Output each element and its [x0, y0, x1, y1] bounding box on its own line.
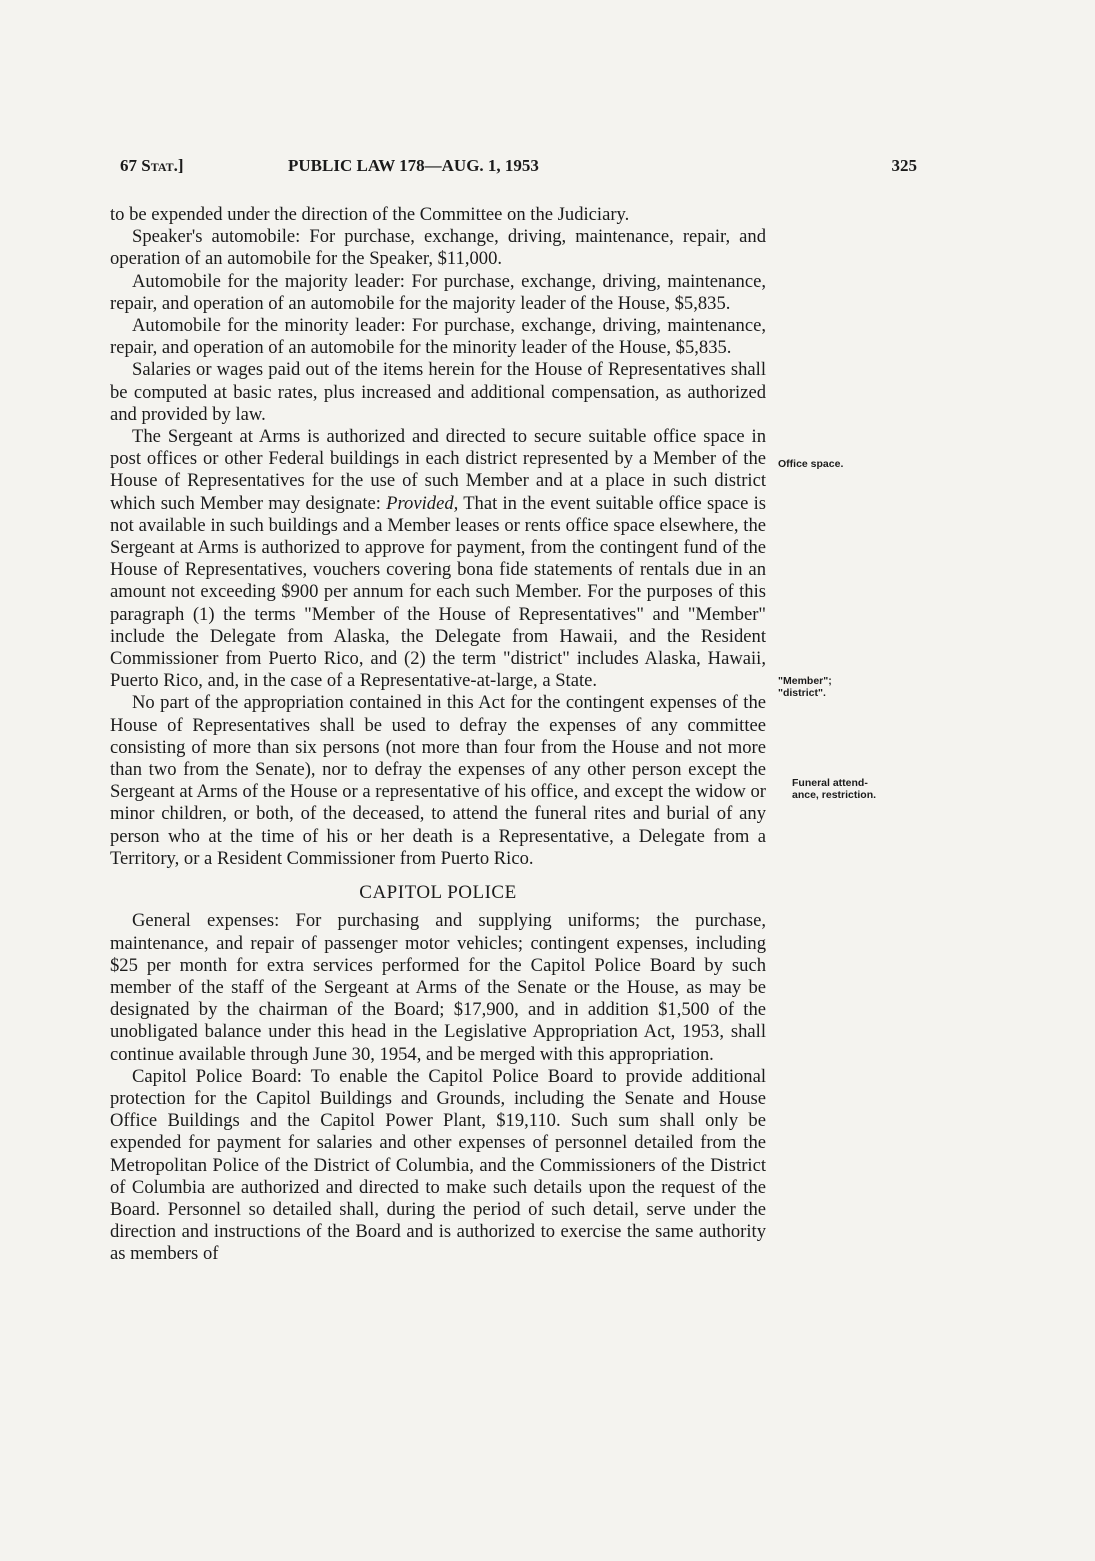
- provided-term: Provided,: [386, 492, 459, 514]
- margin-note-office-space: [778, 458, 918, 470]
- paragraph-judiciary: to be expended under the direction of the Committee on the Judiciary.: [110, 204, 630, 225]
- margin-note-district: "district".: [778, 687, 826, 699]
- margin-note-office-space-text: Office space.: [778, 458, 844, 470]
- paragraph-salaries: Salaries or wages paid out of the items herein for the House of Representatives shall be computed at basic rates, plus increased and additional compensation, as authorized and provided by law.: [110, 359, 766, 425]
- margin-note-member: "Member";: [778, 675, 832, 687]
- office-space-text-a: The Sergeant at Arms is authorized and directed to secure suitable office space in post offices or other Federal buildings in each district represented by a Member of the House of Representatives for the use of such Member and at a place in such district which such Member may designate:: [110, 426, 766, 514]
- paragraph-majority-leader-automobile: Automobile for the majority leader: For purchase, exchange, driving, maintenance, repair, and operation of an automobile for the majority leader of the House, $5,835.: [110, 270, 766, 314]
- paragraph-minority-leader-automobile: Automobile for the minority leader: For purchase, exchange, driving, maintenance, repair, and operation of an automobile for the minority leader of the House, $5,835.: [110, 315, 766, 359]
- margin-note-funeral-attendance: [792, 777, 932, 801]
- margin-note-member-district: [778, 675, 918, 699]
- paragraph-funeral-attendance: No part of the appropriation contained in this Act for the contingent expenses of the House of Representatives shall be used to defray the expenses of any committee consisting of more than six persons (not more than four from the House and not more than two from the Senate), nor to defray the expenses of any other person except the Sergeant at Arms of the House or a representative of his office, and except the widow or minor children, or both, of the deceased, to attend the funeral rites and burial of any person who at the time of his or her death is a Representative, a Delegate from a Territory, or a Resident Commissioner from Puerto Rico.: [110, 692, 766, 869]
- running-title: PUBLIC LAW 178—AUG. 1, 1953: [288, 156, 539, 175]
- volume-reference: 67 Stat.]: [120, 156, 184, 175]
- paragraph-capitol-police-board: Capitol Police Board: To enable the Capitol Police Board to provide additional protection for the Capitol Buildings and Grounds, including the Senate and House Office Buildings and the Capitol Power Plant, $19,110. Such sum shall only be expended for payment for salaries and other expenses of personnel detailed from the Metropolitan Police of the District of Columbia, and the Commissioners of the District of Columbia are authorized and directed to make such details upon the request of the Board. Personnel so detailed shall, during the period of such detail, serve under the direction and instructions of the Board and is authorized to exercise the same authority as members of: [110, 1065, 766, 1265]
- page-header: [120, 156, 917, 186]
- office-space-text-b: That in the event suitable office space is not available in such buildings and a Member leases or rents office space elsewhere, the Sergeant at Arms is authorized to approve for payment, from the contingent fund of the House of Representatives, vouchers covering bona fide statements of rentals due in an amount not exceeding $900 per annum for each such Member. For the purposes of this paragraph (1) the terms "Member of the House of Representatives" and "Member" include the Delegate from Alaska, the Delegate from Hawaii, and the Resident Commissioner from Puerto Rico, and (2) the term "district" includes Alaska, Hawaii, Puerto Rico, and, in the case of a Representative-at-large, a State.: [110, 492, 766, 692]
- margin-note-funeral-line2: ance, restriction.: [792, 789, 877, 801]
- paragraph-speaker-automobile: Speaker's automobile: For purchase, exchange, driving, maintenance, repair, and operation of an automobile for the Speaker, $11,000.: [110, 226, 766, 270]
- paragraph-office-space: [110, 426, 766, 692]
- paragraph-general-expenses: General expenses: For purchasing and supplying uniforms; the purchase, maintenance, and repair of passenger motor vehicles; contingent expenses, including $25 per month for extra services performed for the Capitol Police Board by such member of the staff of the Sergeant at Arms of the Senate or the House, as may be designated by the chairman of the Board; $17,900, and in addition $1,500 of the unobligated balance under this head in the Legislative Appropriation Act, 1953, shall continue available through June 30, 1954, and be merged with this appropriation.: [110, 910, 766, 1065]
- page-number: 325: [891, 156, 917, 175]
- margin-note-funeral-line1: Funeral attend-: [792, 777, 868, 789]
- body-text: [110, 204, 766, 1266]
- section-heading-capitol-police: CAPITOL POLICE: [359, 882, 517, 904]
